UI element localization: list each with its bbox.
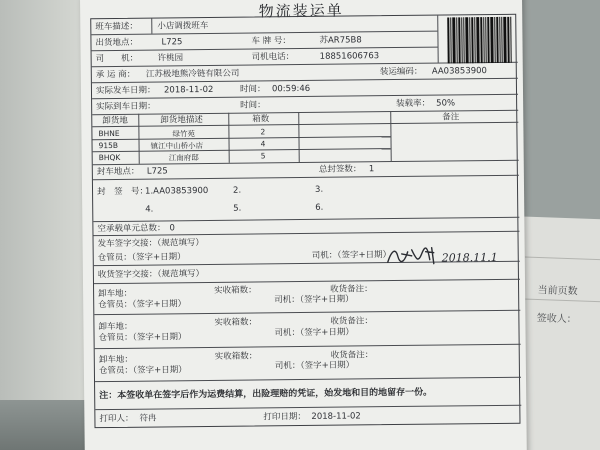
table-row-3-boxes: 5: [260, 151, 266, 161]
route-desc-label: 班车描述：: [95, 21, 138, 33]
seal-no-6: 6.: [315, 202, 324, 213]
seal-no-label: 封 签 号：: [96, 186, 149, 198]
barcode: [447, 17, 513, 64]
plate-value: 苏AR75B8: [319, 35, 362, 46]
depart-time-value: 00:59:46: [271, 83, 311, 95]
driver-sign-label-1: 司机：（签字+日期）: [274, 294, 354, 306]
table-row-1-desc: 绿竹苑: [172, 129, 195, 139]
unload-label-3: 卸车地：: [98, 354, 133, 366]
adjacent-paper-page-label: 当前页数: [537, 285, 578, 298]
load-rate-label: 装载率：: [396, 98, 431, 110]
depart-driver-sign-label: 司机：（签字+日期）: [311, 250, 392, 261]
empty-units-value: 0: [169, 223, 175, 234]
unload-label-1: 卸车地：: [98, 288, 133, 300]
printer-label: 打印人：: [99, 413, 134, 425]
arrive-date-label: 实际到车日期：: [96, 101, 156, 113]
seal-location-label: 封车地点：: [96, 166, 140, 178]
shipment-no-label: 装运编码：: [379, 66, 423, 78]
actual-boxes-label-3: 实收箱数：: [214, 351, 258, 362]
depart-time-label: 时间：: [239, 84, 266, 95]
shipment-no-value: AA03853900: [431, 66, 487, 77]
seal-no-4: 4.: [145, 204, 154, 215]
printer-value: 符冉: [139, 413, 157, 424]
print-date-label: 打印日期：: [263, 411, 306, 423]
driver-sign-label-2: 司机：（签字+日期）: [274, 327, 354, 339]
plate-label: 车 牌 号：: [251, 36, 291, 47]
seal-no-2: 2.: [232, 185, 242, 196]
table-header-note: 备注: [442, 112, 460, 123]
driver-value: 许桃园: [157, 53, 184, 64]
carrier-value: 江苏极地熊冷链有限公司: [145, 68, 240, 80]
receive-note-label-2: 收货备注：: [330, 316, 373, 327]
table-header-code: 卸货地: [102, 115, 128, 127]
depart-date-label: 实际发车日期：: [95, 85, 156, 97]
print-date-value: 2018-11-02: [311, 411, 361, 422]
route-desc-value: 小店调拨班车: [157, 20, 209, 32]
origin-value: L725: [161, 37, 183, 48]
load-rate-value: 50%: [436, 98, 456, 109]
seal-location-value: L725: [146, 166, 168, 177]
table-row-2-boxes: 4: [260, 139, 266, 149]
receive-sign-heading: 收货签字交接：（规范填写）: [97, 269, 205, 281]
arrive-time-label: 时间：: [240, 100, 266, 111]
driver-sign-label-3: 司机：（签字+日期）: [274, 360, 355, 372]
depart-sign-heading: 发车签字交接：（规范填写）: [97, 238, 204, 250]
seal-total-label: 总封签数：: [318, 164, 362, 175]
actual-boxes-label-2: 实收箱数：: [214, 317, 257, 328]
receive-note-label-3: 收货备注：: [330, 350, 374, 361]
seal-total-value: 1: [368, 164, 375, 175]
empty-units-label: 空承载单元总数：: [97, 223, 166, 235]
table-header-desc: 卸货地描述: [160, 115, 203, 126]
desk-background: [0, 0, 92, 450]
document-title: 物流装运单: [258, 1, 344, 21]
warehouse-sign-label-3: 仓管员：（签字+日期）: [98, 365, 187, 377]
shipping-document: [80, 0, 527, 450]
seal-no-1: 1.AA03853900: [144, 185, 209, 197]
adjacent-paper-signer-label: 签收人：: [536, 313, 577, 326]
footer-note: 注：本签收单在签字后作为运费结算，出险理赔的凭证，始发地和目的地留存一份。: [99, 387, 433, 402]
table-row-1-boxes: 2: [260, 127, 266, 137]
unload-label-2: 卸车地：: [98, 321, 133, 333]
table-row-3-code: BHQK: [98, 152, 121, 163]
form-frame: [90, 14, 520, 428]
driver-phone-value: 18851606763: [319, 51, 380, 62]
depart-date-value: 2018-11-02: [163, 84, 214, 96]
table-row-3-desc: 江南府邸: [168, 153, 199, 163]
seal-no-5: 5.: [233, 203, 242, 214]
origin-label: 出货地点：: [95, 37, 139, 49]
actual-boxes-label-1: 实收箱数：: [214, 285, 257, 296]
depart-warehouse-sign-label: 仓管员：（签字+日期）: [97, 252, 186, 264]
driver-phone-label: 司机电话：: [251, 52, 295, 63]
table-row-1-code: BHNE: [98, 128, 120, 139]
table-row-2-code: 915B: [98, 140, 119, 151]
warehouse-sign-label-1: 仓管员：（签字+日期）: [98, 299, 187, 311]
table-header-boxes: 箱数: [252, 114, 270, 125]
seal-no-3: 3.: [314, 184, 324, 195]
driver-label: 司 机：: [95, 53, 139, 65]
receive-note-label-1: 收货备注：: [330, 284, 373, 295]
warehouse-sign-label-2: 仓管员：（签字+日期）: [98, 332, 187, 344]
driver-signature-icon: [382, 243, 510, 270]
carrier-label: 承 运 商：: [95, 69, 136, 81]
table-row-2-desc: 镇江中山桥小店: [150, 141, 204, 151]
driver-signature-date: 2018.11.1: [441, 250, 498, 265]
